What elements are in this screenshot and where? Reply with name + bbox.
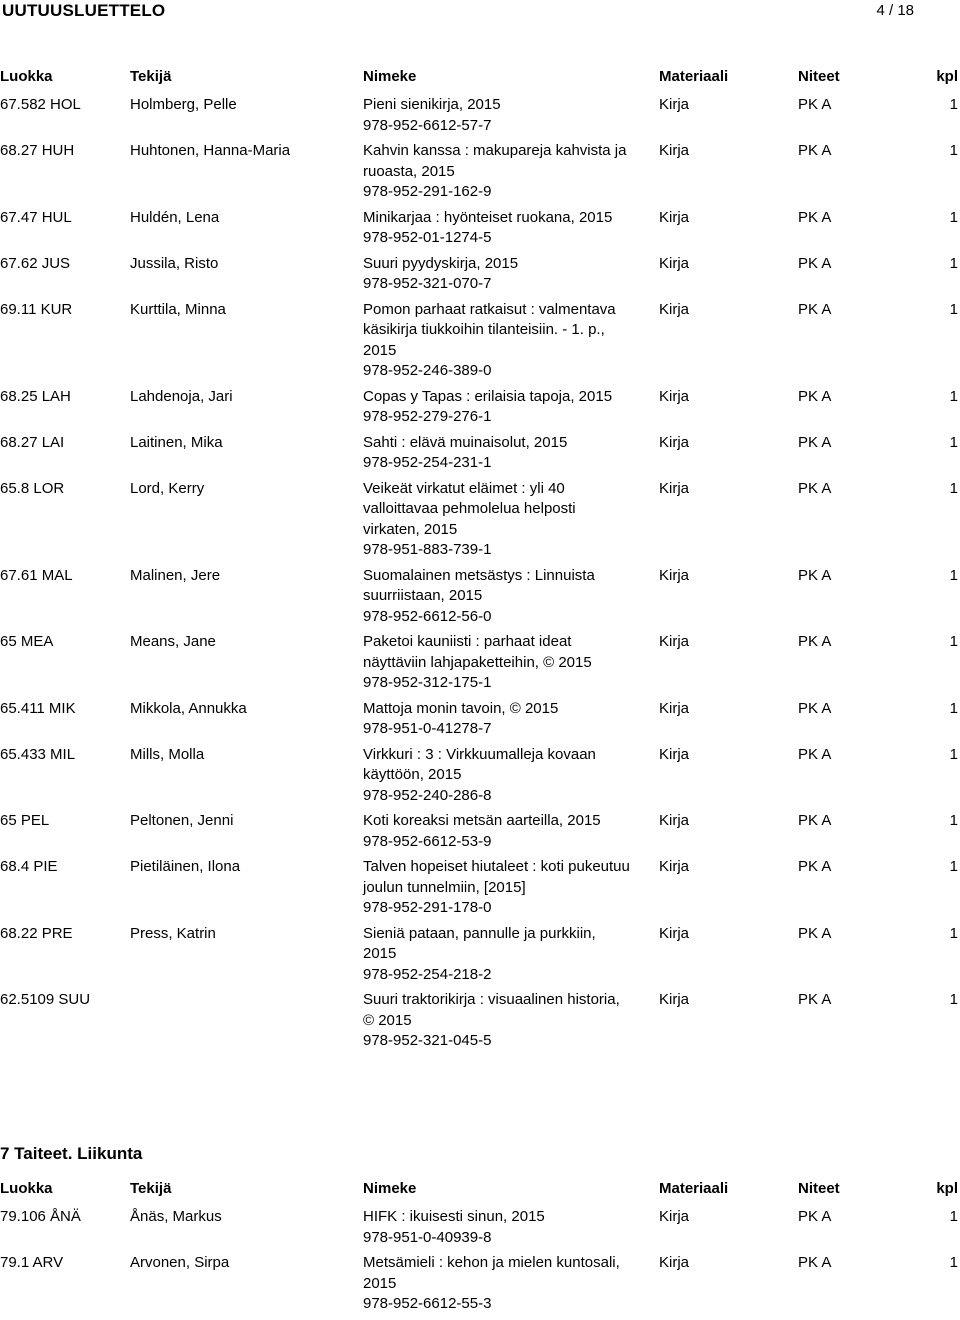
entry-copies-location: PK A xyxy=(798,858,832,875)
entry-copies-location: PK A xyxy=(798,991,832,1008)
entry-isbn: 978-952-312-175-1 xyxy=(363,674,492,691)
entry-material: Kirja xyxy=(659,208,690,226)
entry-copies-location: PK A xyxy=(798,433,832,451)
entry-author: Arvonen, Sirpa xyxy=(130,1254,230,1271)
entry-count: 1 xyxy=(949,566,958,584)
entry-title: Copas y Tapas : erilaisia tapoja, 2015 xyxy=(363,387,613,405)
entry-copies-location: PK A xyxy=(798,479,832,497)
header-tekija: Tekijä xyxy=(130,1180,172,1197)
entry-title-block xyxy=(363,433,633,474)
column-headers xyxy=(0,1180,960,1200)
entry-title: Suuri pyydyskirja, 2015 xyxy=(363,254,519,272)
entry-copies-location: PK A xyxy=(798,96,832,113)
entry-copies-location: PK A xyxy=(798,1208,832,1225)
entry-count: 1 xyxy=(949,858,958,875)
entry-title: Metsämieli : kehon ja mielen kuntosali, 2015 xyxy=(363,1254,620,1292)
entry-material: Kirja xyxy=(659,745,690,763)
header-materiaali: Materiaali xyxy=(659,1180,729,1197)
entry-class: 68.27 LAI xyxy=(0,433,65,451)
catalog-entry xyxy=(0,990,960,1052)
entry-class: 65.433 MIL xyxy=(0,745,76,763)
entry-copies-location: PK A xyxy=(798,566,832,584)
entry-copies-location: PK A xyxy=(798,745,832,763)
entry-isbn: 978-952-6612-57-7 xyxy=(363,116,492,134)
catalog-entry xyxy=(0,699,960,740)
entry-title-block xyxy=(363,95,633,136)
entry-class: 68.4 PIE xyxy=(0,858,58,875)
entry-count: 1 xyxy=(949,254,958,272)
entry-title: Sieniä pataan, pannulle ja purkkiin, 2015 xyxy=(363,924,596,962)
entry-isbn: 978-952-246-389-0 xyxy=(363,362,492,379)
page-title: UUTUUSLUETTELO xyxy=(2,1,166,20)
entry-count: 1 xyxy=(949,479,958,497)
entry-copies-location: PK A xyxy=(798,812,832,829)
header-materiaali: Materiaali xyxy=(659,68,729,85)
entry-class: 68.22 PRE xyxy=(0,924,73,942)
entry-count: 1 xyxy=(949,142,958,159)
entry-class: 65.8 LOR xyxy=(0,479,65,497)
entry-count: 1 xyxy=(949,1254,958,1271)
catalog-entry xyxy=(0,95,960,136)
entry-class: 69.11 KUR xyxy=(0,300,73,318)
entry-isbn: 978-951-0-40939-8 xyxy=(363,1228,492,1246)
entry-author: Peltonen, Jenni xyxy=(130,812,234,829)
entry-material: Kirja xyxy=(659,1208,690,1225)
entry-material: Kirja xyxy=(659,924,690,942)
entry-class: 67.47 HUL xyxy=(0,208,72,226)
entry-title-block xyxy=(363,632,633,694)
entry-title-block xyxy=(363,387,633,428)
entry-title: Virkkuri : 3 : Virkkuumalleja kovaan käyttöön, 2015 xyxy=(363,745,596,783)
entry-class: 65 PEL xyxy=(0,812,50,829)
entry-copies-location: PK A xyxy=(798,300,832,318)
header-luokka: Luokka xyxy=(0,1180,53,1197)
entry-title-block xyxy=(363,924,633,986)
entry-class: 62.5109 SUU xyxy=(0,991,91,1008)
entry-title: Talven hopeiset hiutaleet : koti pukeutuu joulun tunnelmiin, [2015] xyxy=(363,858,630,896)
catalog-entry xyxy=(0,433,960,474)
entry-count: 1 xyxy=(949,208,958,226)
entry-material: Kirja xyxy=(659,254,690,272)
header-niteet: Niteet xyxy=(798,68,840,85)
entry-title-block xyxy=(363,857,633,919)
entry-isbn: 978-951-883-739-1 xyxy=(363,541,492,558)
entry-material: Kirja xyxy=(659,1254,690,1271)
entry-author: Laitinen, Mika xyxy=(130,433,223,451)
entry-title: HIFK : ikuisesti sinun, 2015 xyxy=(363,1208,545,1225)
entry-title: Suuri traktorikirja : visuaalinen historia, © 2015 xyxy=(363,991,620,1029)
catalog-section-2 xyxy=(0,1180,960,1315)
entry-count: 1 xyxy=(949,745,958,763)
entry-count: 1 xyxy=(949,300,958,318)
header-nimeke: Nimeke xyxy=(363,1180,417,1197)
catalog-entry xyxy=(0,479,960,561)
entry-material: Kirja xyxy=(659,387,690,405)
entry-isbn: 978-952-6612-55-3 xyxy=(363,1295,492,1312)
entry-title-block xyxy=(363,990,633,1052)
entry-material: Kirja xyxy=(659,633,690,650)
entry-isbn: 978-952-254-231-1 xyxy=(363,454,492,471)
entry-title-block xyxy=(363,566,633,628)
page-number: 4 / 18 xyxy=(876,2,914,19)
catalog-entry xyxy=(0,141,960,203)
entry-author: Huldén, Lena xyxy=(130,208,220,226)
entry-author: Malinen, Jere xyxy=(130,566,221,584)
entry-class: 65 MEA xyxy=(0,633,54,650)
entry-author: Press, Katrin xyxy=(130,924,216,942)
catalog-entry xyxy=(0,857,960,919)
entry-author: Pietiläinen, Ilona xyxy=(130,858,241,875)
catalog-entry xyxy=(0,208,960,249)
catalog-entry xyxy=(0,632,960,694)
entry-copies-location: PK A xyxy=(798,142,832,159)
entry-title-block xyxy=(363,300,633,382)
catalog-entry xyxy=(0,1253,960,1315)
entry-author: Holmberg, Pelle xyxy=(130,96,237,113)
entry-title: Mattoja monin tavoin, © 2015 xyxy=(363,699,559,717)
catalog-list xyxy=(0,95,960,1052)
entry-author: Ånäs, Markus xyxy=(130,1208,222,1225)
entry-title: Minikarjaa : hyönteiset ruokana, 2015 xyxy=(363,208,613,226)
entry-count: 1 xyxy=(949,991,958,1008)
header-nimeke: Nimeke xyxy=(363,68,417,85)
entry-author: Huhtonen, Hanna-Maria xyxy=(130,142,291,159)
header-niteet: Niteet xyxy=(798,1180,840,1197)
entry-material: Kirja xyxy=(659,96,690,113)
entry-material: Kirja xyxy=(659,142,690,159)
entry-class: 79.106 ÅNÄ xyxy=(0,1208,81,1225)
entry-title: Veikeät virkatut eläimet : yli 40 valloittavaa pehmolelua helposti virkaten, 2015 xyxy=(363,479,576,538)
header-kpl: kpl xyxy=(936,68,958,85)
entry-count: 1 xyxy=(949,96,958,113)
entry-copies-location: PK A xyxy=(798,254,832,272)
entry-copies-location: PK A xyxy=(798,924,832,942)
entry-isbn: 978-952-6612-56-0 xyxy=(363,607,492,625)
entry-author: Mikkola, Annukka xyxy=(130,699,247,717)
entry-author: Means, Jane xyxy=(130,633,216,650)
entry-author: Lahdenoja, Jari xyxy=(130,387,233,405)
column-headers xyxy=(0,68,960,88)
entry-material: Kirja xyxy=(659,433,690,451)
entry-title-block xyxy=(363,254,633,295)
entry-title: Kahvin kanssa : makupareja kahvista ja ruoasta, 2015 xyxy=(363,142,627,180)
header-luokka: Luokka xyxy=(0,68,53,85)
entry-material: Kirja xyxy=(659,300,690,318)
entry-isbn: 978-952-321-070-7 xyxy=(363,275,492,292)
entry-title-block xyxy=(363,208,633,249)
entry-class: 65.411 MIK xyxy=(0,699,76,717)
catalog-entry xyxy=(0,387,960,428)
entry-count: 1 xyxy=(949,633,958,650)
catalog-entry xyxy=(0,811,960,852)
header-tekija: Tekijä xyxy=(130,68,172,85)
entry-material: Kirja xyxy=(659,479,690,497)
entry-count: 1 xyxy=(949,812,958,829)
entry-count: 1 xyxy=(949,1208,958,1225)
catalog-entry xyxy=(0,924,960,986)
entry-title: Paketoi kauniisti : parhaat ideat näyttäviin lahjapaketteihin, © 2015 xyxy=(363,633,592,671)
entry-class: 68.27 HUH xyxy=(0,142,75,159)
entry-title-block xyxy=(363,1207,633,1248)
catalog-entry xyxy=(0,745,960,807)
entry-material: Kirja xyxy=(659,699,690,717)
entry-isbn: 978-952-01-1274-5 xyxy=(363,229,492,246)
entry-copies-location: PK A xyxy=(798,208,832,226)
entry-class: 67.61 MAL xyxy=(0,566,73,584)
entry-material: Kirja xyxy=(659,566,690,584)
entry-copies-location: PK A xyxy=(798,699,832,717)
entry-class: 68.25 LAH xyxy=(0,387,71,405)
entry-isbn: 978-952-254-218-2 xyxy=(363,965,492,983)
catalog-list xyxy=(0,1207,960,1315)
entry-title: Pomon parhaat ratkaisut : valmentava käsikirja tiukkoihin tilanteisiin. - 1. p., 2015 xyxy=(363,300,616,359)
catalog-entry xyxy=(0,300,960,382)
section-heading: 7 Taiteet. Liikunta xyxy=(0,1144,143,1163)
entry-title: Sahti : elävä muinaisolut, 2015 xyxy=(363,433,568,451)
entry-title-block xyxy=(363,479,633,561)
entry-title: Koti koreaksi metsän aarteilla, 2015 xyxy=(363,812,601,829)
entry-title-block xyxy=(363,699,633,740)
entry-copies-location: PK A xyxy=(798,387,832,405)
entry-copies-location: PK A xyxy=(798,633,832,650)
entry-material: Kirja xyxy=(659,991,690,1008)
entry-material: Kirja xyxy=(659,858,690,875)
entry-count: 1 xyxy=(949,924,958,942)
entry-isbn: 978-952-291-162-9 xyxy=(363,183,492,200)
catalog-entry xyxy=(0,254,960,295)
entry-count: 1 xyxy=(949,387,958,405)
entry-class: 79.1 ARV xyxy=(0,1254,64,1271)
entry-count: 1 xyxy=(949,433,958,451)
entry-class: 67.62 JUS xyxy=(0,254,71,272)
entry-class: 67.582 HOL xyxy=(0,96,81,113)
entry-material: Kirja xyxy=(659,812,690,829)
header-kpl: kpl xyxy=(936,1180,958,1197)
catalog-entry xyxy=(0,566,960,628)
entry-author: Lord, Kerry xyxy=(130,479,205,497)
entry-title-block xyxy=(363,141,633,203)
entry-copies-location: PK A xyxy=(798,1254,832,1271)
entry-author: Mills, Molla xyxy=(130,745,205,763)
catalog-section-1 xyxy=(0,68,960,1052)
entry-isbn: 978-951-0-41278-7 xyxy=(363,720,492,737)
entry-isbn: 978-952-279-276-1 xyxy=(363,408,492,425)
entry-isbn: 978-952-321-045-5 xyxy=(363,1032,492,1049)
entry-title-block xyxy=(363,1253,633,1315)
entry-title: Pieni sienikirja, 2015 xyxy=(363,96,501,113)
entry-isbn: 978-952-6612-53-9 xyxy=(363,832,492,850)
entry-count: 1 xyxy=(949,699,958,717)
entry-title: Suomalainen metsästys : Linnuista suurriistaan, 2015 xyxy=(363,566,595,604)
entry-isbn: 978-952-291-178-0 xyxy=(363,899,492,916)
catalog-entry xyxy=(0,1207,960,1248)
entry-isbn: 978-952-240-286-8 xyxy=(363,786,492,804)
entry-author: Kurttila, Minna xyxy=(130,300,226,318)
entry-title-block xyxy=(363,745,633,807)
entry-author: Jussila, Risto xyxy=(130,254,219,272)
entry-title-block xyxy=(363,811,633,852)
